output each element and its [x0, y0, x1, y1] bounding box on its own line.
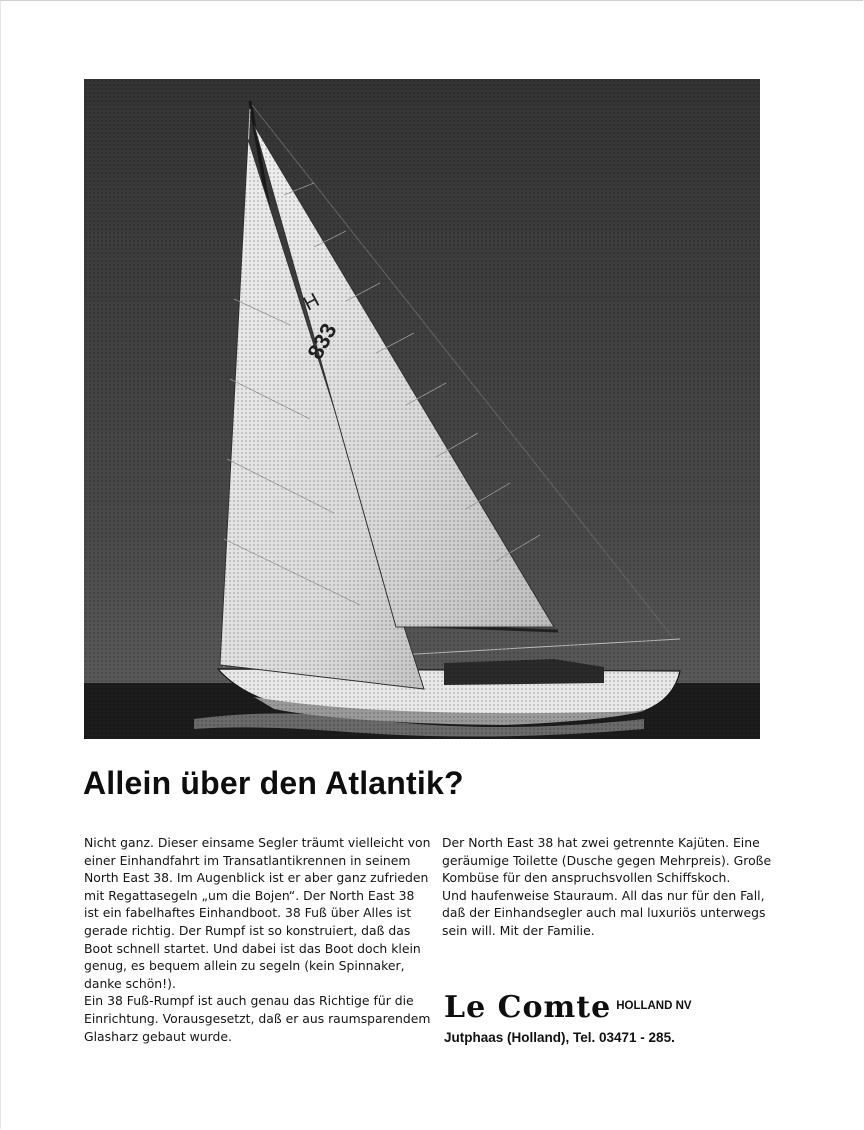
body-line: Nicht ganz. Dieser einsame Segler träumt vielleicht von — [84, 835, 431, 850]
brand-suffix: HOLLAND NV — [616, 1000, 692, 1012]
body-line: daß der Einhandsegler auch mal luxuriös unterwegs — [442, 905, 766, 921]
body-line: Glasharz gebaut wurde. — [84, 1028, 232, 1044]
body-text-left — [84, 834, 429, 1045]
body-line: ist ein fabelhaftes Einhandboot. 38 Fuß über Alles ist — [84, 905, 412, 921]
sailboat-photo — [84, 79, 760, 739]
body-line: mit Regattasegeln „um die Bojen“. Der North East 38 — [84, 887, 415, 903]
body-line: Einrichtung. Vorausgesetzt, daß er aus raumsparendem — [84, 1010, 431, 1026]
brand-address: Jutphaas (Holland), Tel. 03471 - 285. — [444, 1030, 675, 1045]
body-line: danke schön!). — [84, 975, 176, 991]
body-line: North East 38. Im Augenblick ist er aber ganz zufrieden — [84, 870, 429, 886]
halftone-overlay — [84, 79, 760, 739]
body-line: geräumige Toilette (Dusche gegen Mehrpreis). Große — [442, 852, 772, 868]
brand-logo — [444, 992, 692, 1024]
body-line: Und haufenweise Stauraum. All das nur für den Fall, — [442, 887, 765, 903]
headline: Allein über den Atlantik? — [83, 765, 464, 801]
body-line: Boot schnell startet. Und dabei ist das Boot doch klein — [84, 940, 421, 956]
body-line: Ein 38 Fuß-Rumpf ist auch genau das Richtige für die — [84, 993, 414, 1009]
body-line: einer Einhandfahrt im Transatlantikrennen in seinem — [84, 852, 411, 868]
body-text-right — [442, 834, 787, 940]
body-line: Der North East 38 hat zwei getrennte Kajüten. Eine — [442, 835, 760, 850]
body-line: sein will. Mit der Familie. — [442, 922, 595, 938]
body-line: Kombüse für den anspruchsvollen Schiffskoch. — [442, 870, 731, 886]
body-line: gerade richtig. Der Rumpf ist so konstruiert, daß das — [84, 922, 411, 938]
brand-name: Le Comte — [444, 990, 612, 1025]
body-line: genug, es bequem allein zu segeln (kein Spinnaker, — [84, 958, 405, 974]
